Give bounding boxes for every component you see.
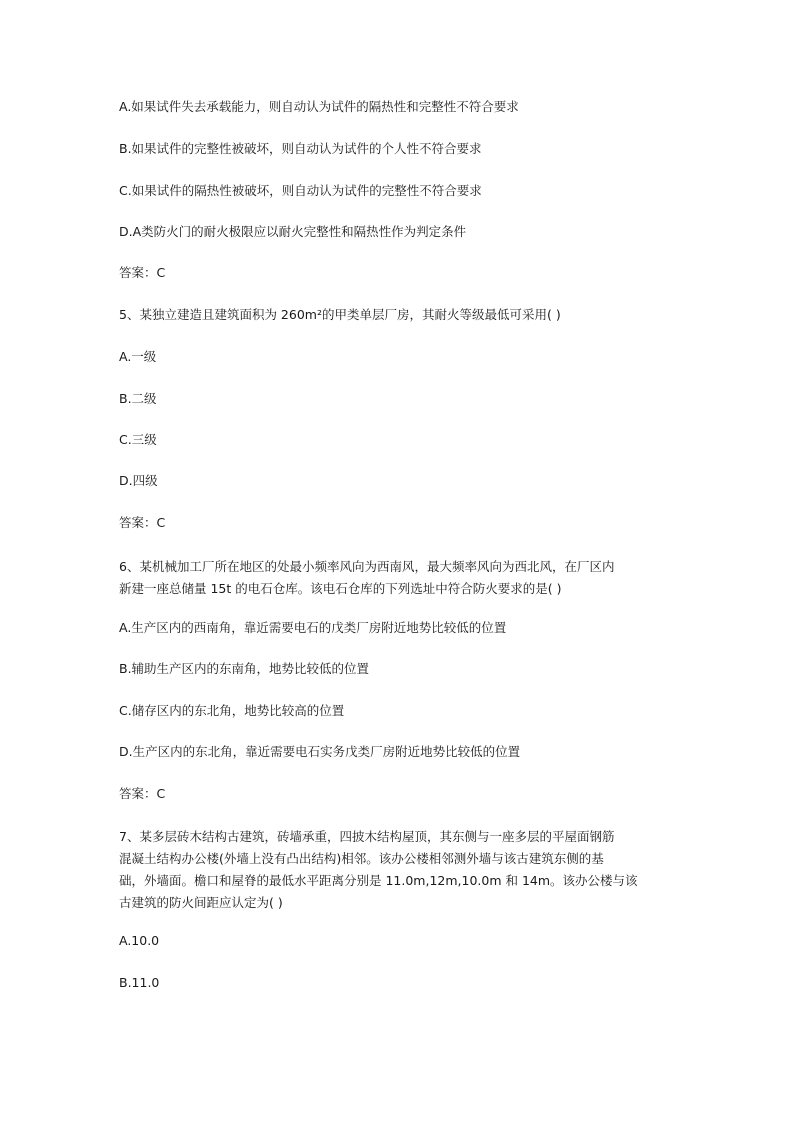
q6-stem-line: 新建一座总储量 15t 的电石仓库。该电石仓库的下列选址中符合防火要求的是( ) [119, 581, 562, 596]
q4-option-d: D.A类防火门的耐火极限应以耐火完整性和隔热性作为判定条件 [119, 224, 467, 239]
q7-stem-line: 7、某多层砖木结构古建筑，砖墙承重，四披木结构屋顶，其东侧与一座多层的平屋面钢筋 [119, 829, 615, 844]
q7-stem-line: 础，外墙面。檐口和屋脊的最低水平距离分别是 11.0m,12m,10.0m 和 14m。该办公楼与该 [119, 873, 638, 888]
q4-option-b: B.如果试件的完整性被破坏，则自动认为试件的个人性不符合要求 [119, 141, 482, 156]
q4-option-a: A.如果试件失去承载能力，则自动认为试件的隔热性和完整性不符合要求 [119, 99, 519, 114]
q6-answer: 答案：C [119, 786, 166, 801]
q6-option-b: B.辅助生产区内的东南角，地势比较低的位置 [119, 661, 370, 676]
q7-option-b: B.11.0 [119, 975, 160, 990]
q6-stem-line: 6、某机械加工厂所在地区的处最小频率风向为西南风，最大频率风向为西北风，在厂区内 [119, 559, 615, 574]
q4-option-c: C.如果试件的隔热性被破坏，则自动认为试件的完整性不符合要求 [119, 183, 482, 198]
q5-option-c: C.三级 [119, 432, 157, 447]
q5-option-d: D.四级 [119, 473, 158, 488]
q5-answer: 答案：C [119, 515, 166, 530]
q5-option-a: A.一级 [119, 349, 157, 364]
q5-stem: 5、某独立建造且建筑面积为 260m²的甲类单层厂房，其耐火等级最低可采用( ) [119, 307, 561, 322]
q5-option-b: B.二级 [119, 391, 157, 406]
q7-stem-line: 混凝土结构办公楼(外墙上没有凸出结构)相邻。该办公楼相邻测外墙与该古建筑东侧的基 [119, 851, 604, 866]
q4-answer: 答案：C [119, 265, 166, 280]
q6-option-a: A.生产区内的西南角，靠近需要电石的戊类厂房附近地势比较低的位置 [119, 620, 507, 635]
q7-stem-line: 古建筑的防火间距应认定为( ) [119, 895, 283, 910]
q7-stem [119, 826, 679, 914]
q6-option-c: C.储存区内的东北角，地势比较高的位置 [119, 703, 345, 718]
q6-stem [119, 556, 679, 600]
q7-option-a: A.10.0 [119, 933, 160, 948]
q6-option-d: D.生产区内的东北角，靠近需要电石实务戊类厂房附近地势比较低的位置 [119, 744, 521, 759]
